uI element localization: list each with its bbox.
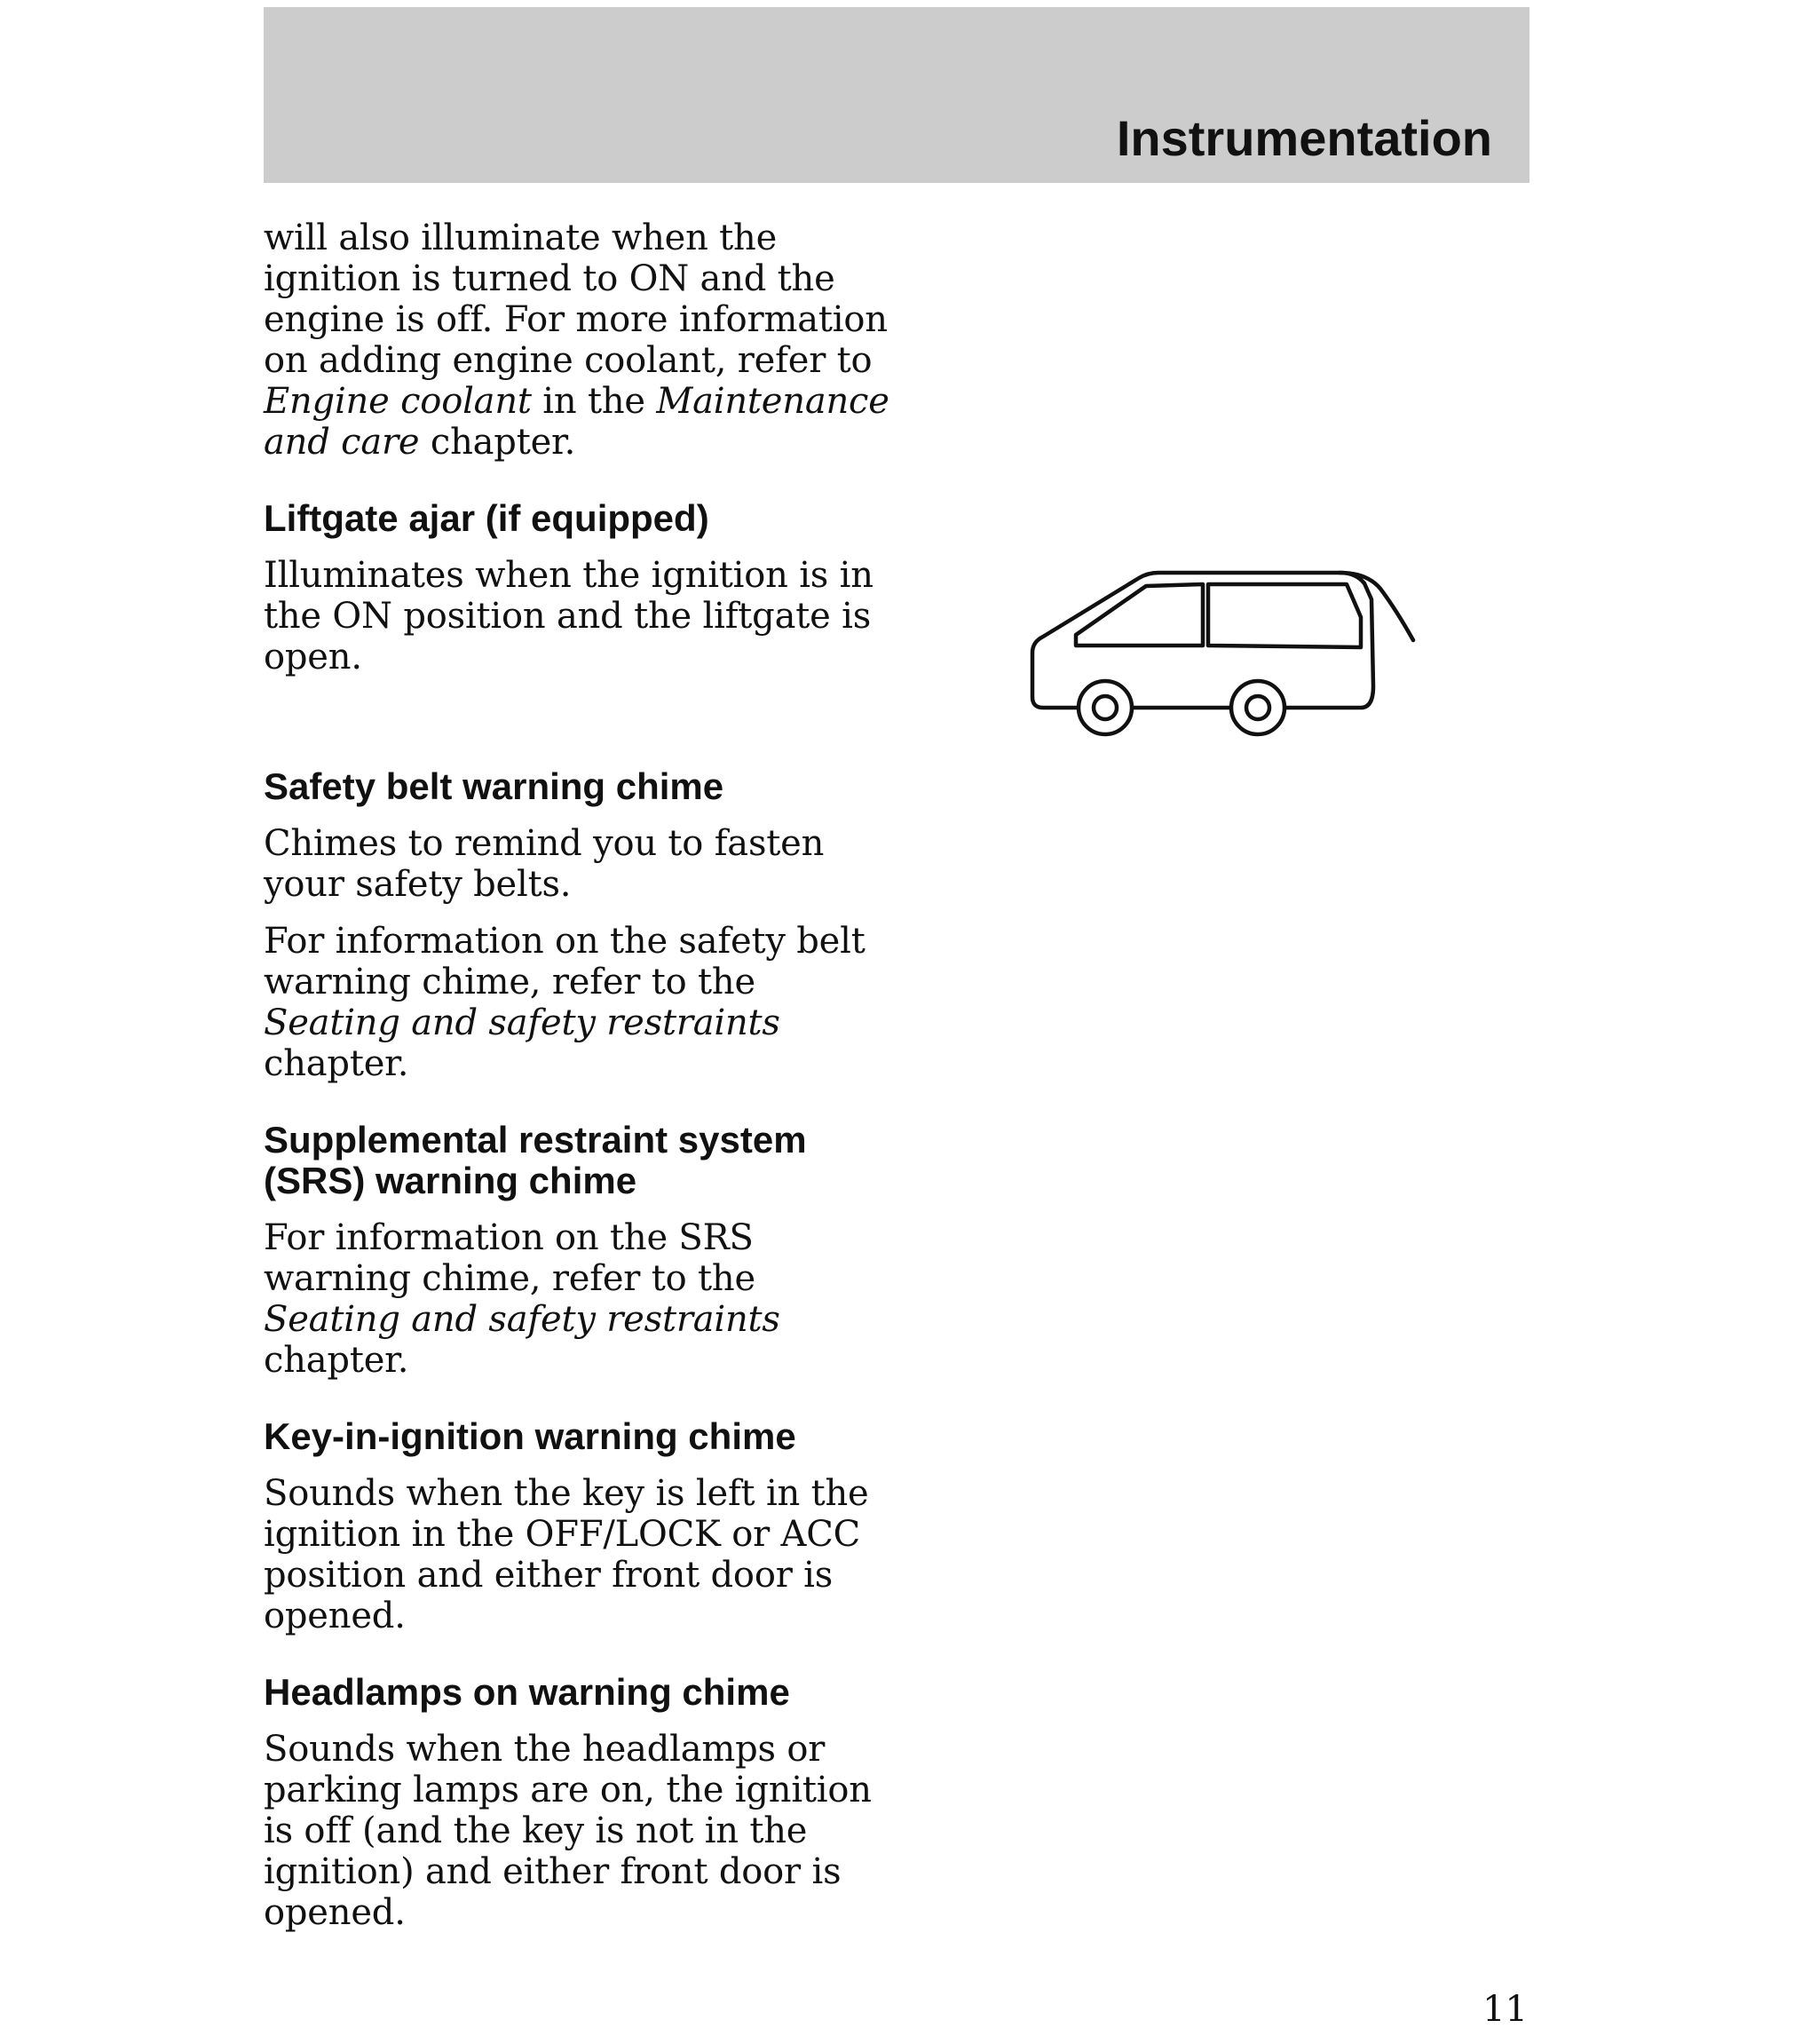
section-heading: Safety belt warning chime	[264, 765, 724, 807]
intro-paragraph: will also illuminate when the ignition is turned to ON and the engine is off. For more information on adding engine coolant, refer to Engine coolant in the Maintenance and care chapter.	[264, 218, 889, 463]
section-liftgate-ajar	[264, 498, 903, 677]
engine-coolant-reference: Engine coolant	[264, 381, 532, 422]
liftgate-ajar-van-icon	[1025, 564, 1447, 741]
section-body-reference: For information on the safety belt warning chime, refer to the Seating and safety restraints chapter.	[264, 921, 866, 1084]
section-body: Sounds when the headlamps or parking lamps are on, the ignition is off (and the key is not in the ignition) and either front door is opened.	[264, 1729, 872, 1933]
section-body: Illuminates when the ignition is in the ON position and the liftgate is open.	[264, 555, 873, 677]
header-band	[264, 7, 1529, 183]
section-heading: Key-in-ignition warning chime	[264, 1415, 796, 1457]
seating-chapter-reference: Seating and safety restraints	[264, 1299, 780, 1340]
seating-chapter-reference: Seating and safety restraints	[264, 1002, 780, 1043]
section-body: Sounds when the key is left in the ignition in the OFF/LOCK or ACC position and either front door is opened.	[264, 1473, 869, 1636]
section-key-in-ignition-chime	[264, 1416, 903, 1636]
section-heading: Supplemental restraint system (SRS) warning chime	[264, 1119, 807, 1201]
section-heading: Headlamps on warning chime	[264, 1671, 790, 1713]
main-content	[264, 218, 903, 1969]
section-body-reference: For information on the SRS warning chime, refer to the Seating and safety restraints chapter.	[264, 1217, 780, 1381]
chapter-title: Instrumentation	[1116, 110, 1492, 166]
maintenance-chapter-reference: Maintenance and care	[264, 381, 889, 463]
section-safety-belt-chime	[264, 766, 903, 1084]
section-body: Chimes to remind you to fasten your safety belts.	[264, 823, 825, 905]
page-number: 11	[1482, 1989, 1528, 2030]
section-srs-chime	[264, 1120, 903, 1381]
section-headlamps-chime	[264, 1672, 903, 1933]
section-heading: Liftgate ajar (if equipped)	[264, 497, 709, 539]
